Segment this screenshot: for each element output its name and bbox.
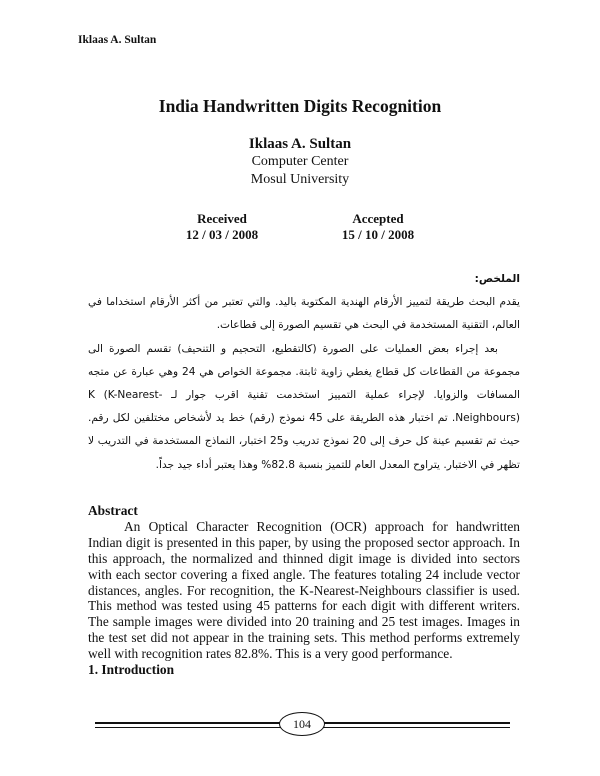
received-date-block — [162, 211, 282, 243]
paper-title: India Handwritten Digits Recognition — [158, 96, 442, 116]
received-label: Received — [197, 211, 247, 226]
arabic-abstract-heading: الملخص: — [474, 273, 520, 285]
page-number: 104 — [279, 712, 325, 736]
arabic-abstract-paragraph-1: يقدم البحث طريقة لتمييز الأرقام الهندية المكتوبة باليد. والتي تعتبر من أكثر الأرقام استخداما في العالم، التقنية المستخدمة في البحث هي تقسيم الصورة إلى قطاعات. — [88, 296, 520, 332]
abstract-body: An Optical Character Recognition (OCR) approach for handwritten Indian digit is presented in this paper, by using the proposed sector approach. In this approach, the normalized and thinned digit image is divided into sectors with each sector covering a fixed angle. The features totaling 24 include vector distances, angles. For recognition, the K-Nearest-Neighbours classifier is used. This method was tested using 45 patterns for each digit with different writers. The sample images were divided into 20 training and 25 test images. Images in the test set did not appear in the training sets. This method performs extremely well with recognition rates 82.8%. This is a very good performance. — [88, 518, 520, 662]
arabic-abstract-paragraph-2: بعد إجراء بعض العمليات على الصورة (كالتقطيع، التحجيم و التنحيف) تقسم الصورة الى مجموعة من القطاعات كل قطاع يغطي زاوية ثابتة. مجموعة الخواص هي 24 وهي عبارة عن متجه المسافات والزوايا. لإجراء عملية التمييز استخدمت تقنية اقرب جوار لـ K (K-Nearest-Neighbours). تم اختبار هذه الطريقة على 45 نموذج (رقم) خط يد لأشخاص مختلفين لكل رقم. حيث تم تقسيم عينة كل حرف إلى 20 نموذج تدريب و25 اختبار، النماذج المستخدمة في التدريب لا تظهر في الاختبار. يتراوح المعدل العام للتميز بنسبة 82.8% وهذا يعتبر أداء جيد جداً. — [88, 342, 521, 471]
author-block — [0, 135, 600, 189]
english-abstract — [88, 503, 520, 678]
affiliation-department: Computer Center — [251, 154, 349, 169]
accepted-date: 15 / 10 / 2008 — [341, 227, 415, 242]
received-date: 12 / 03 / 2008 — [185, 227, 259, 242]
running-header-author: Iklaas A. Sultan — [78, 34, 157, 46]
accepted-label: Accepted — [352, 211, 404, 226]
author-name: Iklaas A. Sultan — [248, 136, 352, 152]
abstract-heading: Abstract — [88, 503, 138, 518]
section-heading-introduction: 1. Introduction — [88, 662, 175, 678]
accepted-date-block — [318, 211, 438, 243]
arabic-abstract — [88, 268, 520, 477]
affiliation-university: Mosul University — [250, 172, 350, 187]
